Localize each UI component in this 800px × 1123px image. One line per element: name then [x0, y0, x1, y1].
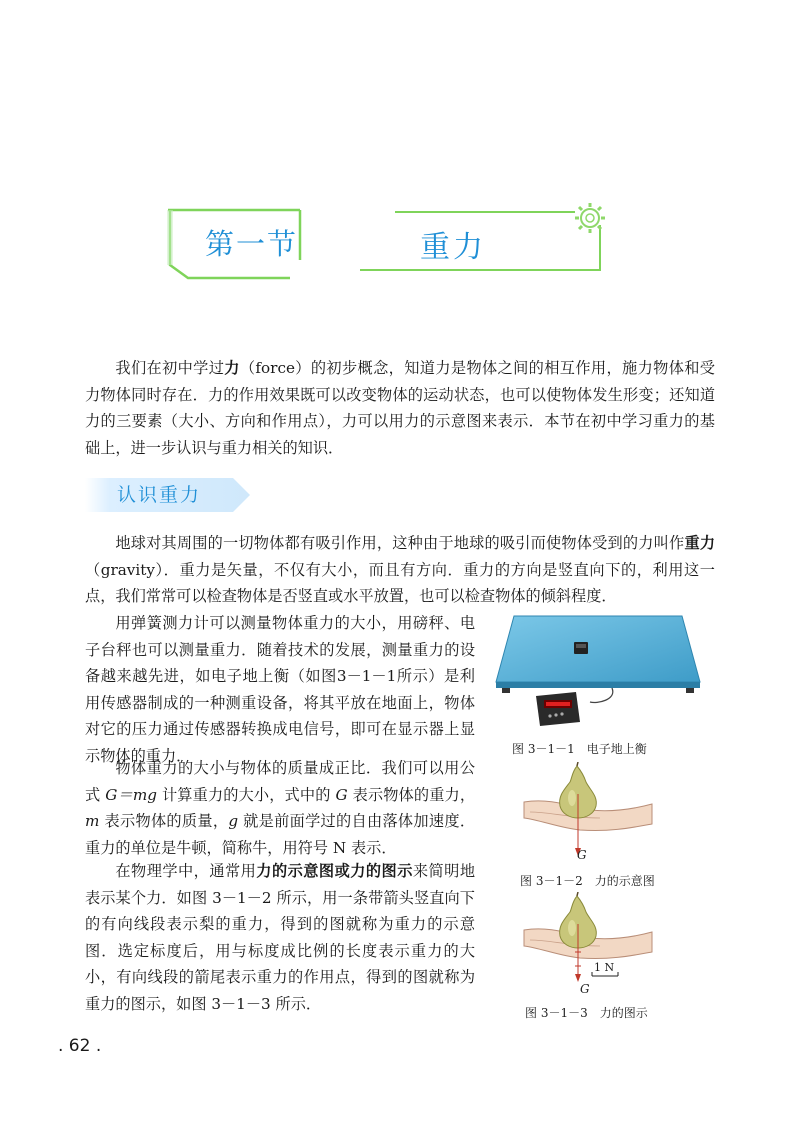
p3-text-a: 物体重力的大小与物体的质量成正比．我们可以用公式 [85, 759, 475, 804]
p1-text-b: （gravity）．重力是矢量，不仅有大小，而且有方向．重力的方向是竖直向下的，利用这一点，我们常常可以检查物体是否竖直或水平放置，也可以检查物体的倾斜程度． [85, 560, 715, 605]
figure-force-diagram [520, 892, 655, 992]
term-force-schematic: 力的示意图 [256, 862, 335, 880]
symbol-g: g [228, 812, 239, 830]
p3-text-e: 就是前面学过的自由落体加速度．重力的单位是牛顿，简称牛，用符号 N 表示． [85, 812, 476, 857]
intro-paragraph [85, 355, 715, 461]
section-number: 第一节 [205, 227, 299, 261]
paragraph-gravity-definition [85, 530, 715, 610]
symbol-G: G [335, 785, 348, 804]
section-heading: 认识重力 [117, 484, 202, 506]
page-title: 重力 [420, 230, 486, 265]
p3-text-b: 计算重力的大小，式中的 [157, 785, 336, 804]
term-force-diagram: 力的图示 [350, 862, 413, 880]
figure-3-caption: 图 3－1－3 力的图示 [525, 1006, 648, 1020]
figure-floor-scale [492, 612, 704, 730]
symbol-m: m [85, 812, 100, 830]
page-number: . 62 . [58, 1036, 102, 1056]
intro-text-b: （force）的初步概念，知道力是物体之间的相互作用，施力物体和受力物体同时存在．力的作用效果既可以改变物体的运动状态，也可以使物体发生形变；还知道力的三要素（大小、方向和作用点），力可以用力的示意图来表示．本节在初中学习重力的基础上，进一步认识与重力相关的知识． [85, 359, 715, 457]
figure-2-force-label: G [577, 848, 587, 862]
figure-3-scale-label: 1 N [594, 961, 615, 974]
term-gravity: 重力 [684, 534, 716, 552]
paragraph-force-diagram [85, 858, 475, 1017]
p4-or: 或 [334, 862, 351, 880]
figure-2-caption: 图 3－1－2 力的示意图 [520, 874, 655, 888]
intro-text-a: 我们在初中学过 [115, 359, 225, 377]
paragraph-measuring-gravity: 用弹簧测力计可以测量物体重力的大小，用磅秤、电子台秤也可以测量重力．随着技术的发展，测量重力的设备越来越先进，如电子地上衡（如图3－1－1所示）是利用传感器制成的一种测重设备，将其平放在地面上，物体对它的压力通过传感器转换成电信号，即可在显示器上显示物体的重力． [85, 614, 475, 765]
figure-3-force-label: G [580, 982, 590, 996]
p4-text-b: 来简明地表示某个力．如图 3－1－2 所示，用一条带箭头竖直向下的有向线段表示梨的重力，得到的图就称为重力的示意图．选定标度后，用与标度成比例的长度表示重力的大小，有向线段的箭尾表示重力的作用点，得到的图就称为重力的图示，如图 3－1－3 所示． [85, 862, 476, 1013]
paragraph-gravity-formula [85, 755, 475, 861]
p3-text-d: 表示物体的质量， [99, 812, 229, 830]
p1-text-a: 地球对其周围的一切物体都有吸引作用，这种由于地球的吸引而使物体受到的力叫作 [115, 534, 685, 552]
formula-g-mg: G＝mg [105, 785, 158, 804]
p3-text-c: 表示物体的重力， [347, 785, 476, 804]
figure-force-schematic [520, 762, 655, 870]
term-force: 力 [224, 359, 240, 377]
figure-1-caption: 图 3－1－1 电子地上衡 [512, 742, 647, 756]
gear-icon [575, 203, 605, 233]
p4-text-a: 在物理学中，通常用 [115, 862, 257, 880]
